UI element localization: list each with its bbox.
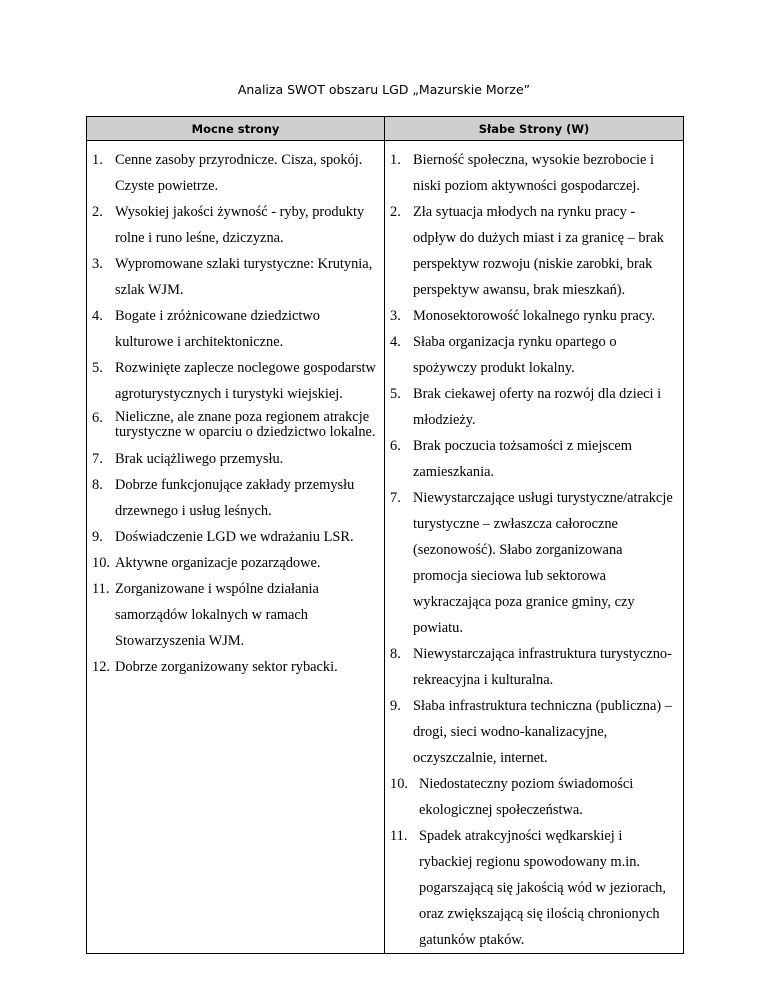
list-item: 10. Niedostateczny poziom świadomości ekologicznej społeczeństwa. [390,776,634,818]
list-item: 9. Doświadczenie LGD we wdrażaniu LSR. [92,529,354,545]
list-item: 6. Nieliczne, ale znane poza regionem atrakcje turystyczne w oparciu o dziedzictwo lokalne. [92,409,376,440]
strengths-header: Mocne strony [87,117,385,141]
list-item: 1. Bierność społeczna, wysokie bezrobocie i niski poziom aktywności gospodarczej. [390,152,654,194]
strengths-list [87,141,384,680]
list-item: 8. Niewystarczająca infrastruktura turystyczno-rekreacyjna i kulturalna. [390,646,672,688]
list-item: 7. Brak uciążliwego przemysłu. [92,451,284,467]
list-item: 11. Zorganizowane i wspólne działania samorządów lokalnych w ramach Stowarzyszenia WJM. [92,581,319,649]
list-item: 2. Zła sytuacja młodych na rynku pracy - odpływ do dużych miast i za granicę – brak perspektyw rozwoju (niskie zarobki, brak perspektyw awansu, brak mieszkań). [390,204,664,298]
list-item: 1. Cenne zasoby przyrodnicze. Cisza, spokój. Czyste powietrze. [92,152,363,194]
list-item: 11. Spadek atrakcyjności wędkarskiej i rybackiej regionu spowodowany m.in. pogarszającą się jakością wód w jeziorach, oraz zwiększającą się ilością chronionych gatunków ptaków. [390,828,666,948]
strengths-column [87,141,385,954]
list-item: 8. Dobrze funkcjonujące zakłady przemysłu drzewnego i usług leśnych. [92,477,355,519]
list-item: 7. Niewystarczające usługi turystyczne/atrakcje turystyczne – zwłaszcza całoroczne (sezonowość). Słabo zorganizowana promocja sieciowa lub sektorowa wykraczająca poza granice gminy, czy powiatu. [390,490,673,636]
document-title: Analiza SWOT obszaru LGD „Mazurskie Morze” [237,82,531,97]
weaknesses-header: Słabe Strony (W) [385,117,684,141]
list-item: 3. Wypromowane szlaki turystyczne: Krutynia, szlak WJM. [92,256,373,298]
list-item: 9. Słaba infrastruktura techniczna (publiczna) – drogi, sieci wodno-kanalizacyjne, oczyszczalnie, internet. [390,698,672,766]
list-item: 5. Rozwinięte zaplecze noclegowe gospodarstw agroturystycznych i turystyki wiejskiej. [92,360,376,402]
swot-table [86,116,684,954]
list-item: 12. Dobrze zorganizowany sektor rybacki. [92,659,338,675]
list-item: 5. Brak ciekawej oferty na rozwój dla dzieci i młodzieży. [390,386,662,428]
list-item: 2. Wysokiej jakości żywność - ryby, produkty rolne i runo leśne, dziczyzna. [92,204,365,246]
list-item: 3. Monosektorowość lokalnego rynku pracy. [390,308,656,324]
list-item: 10. Aktywne organizacje pozarządowe. [92,555,321,571]
weaknesses-column [385,141,684,954]
list-item: 6. Brak poczucia tożsamości z miejscem zamieszkania. [390,438,632,480]
list-item: 4. Słaba organizacja rynku opartego o spożywczy produkt lokalny. [390,334,617,376]
weaknesses-list [385,141,683,953]
list-item: 4. Bogate i zróżnicowane dziedzictwo kulturowe i architektoniczne. [92,308,320,350]
